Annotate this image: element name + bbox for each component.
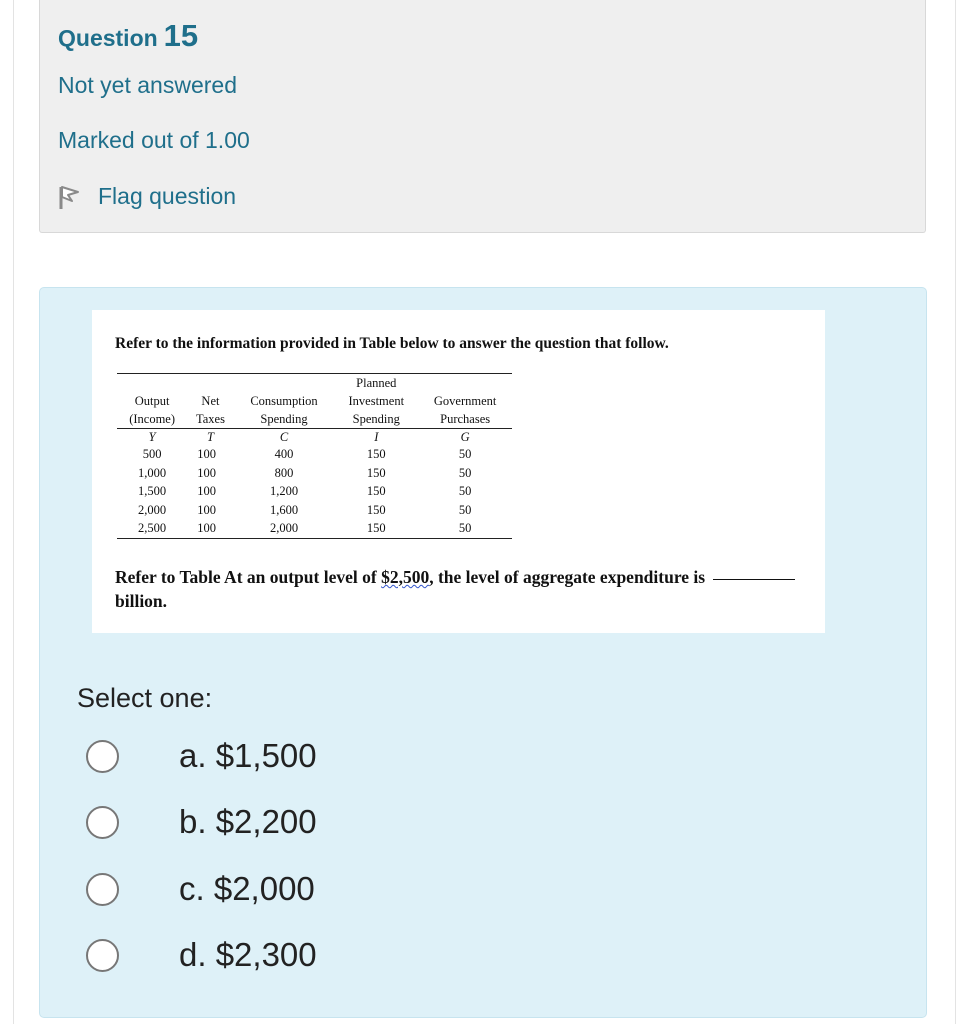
table-header-cell: Consumption [250, 394, 318, 408]
table-header-cell [234, 374, 335, 392]
question-intro: Refer to the information provided in Table below to answer the question that follow. [115, 335, 669, 352]
table-header-cell [117, 374, 187, 392]
table-header-cell: Output [134, 394, 170, 408]
table-cell: 50 [458, 502, 472, 517]
question-number-heading [58, 18, 198, 54]
prompt-text-middle: , the level of aggregate expenditure is [429, 567, 706, 587]
radio-button[interactable] [86, 939, 119, 972]
table-header-cell: Investment [348, 394, 405, 408]
table-header-cell: Purchases [418, 410, 512, 429]
table-cell: 150 [366, 447, 386, 461]
question-text-image [92, 310, 825, 633]
table-header-cell [418, 374, 512, 392]
table-cell: 50 [458, 447, 472, 461]
answer-option-d[interactable] [86, 936, 317, 974]
page-border-right [955, 0, 956, 1024]
table-cell: 100 [197, 484, 216, 498]
table-header-cell: Government [433, 394, 497, 408]
table-cell: 150 [366, 484, 386, 498]
table-cell: 1,600 [269, 502, 299, 517]
table-header-cell: Taxes [187, 410, 233, 429]
prompt-amount: $2,500 [381, 567, 430, 587]
table-cell: 100 [197, 465, 216, 480]
flag-question-button[interactable] [58, 183, 236, 210]
table-row [117, 482, 512, 501]
table-header-cell: Planned [356, 376, 397, 390]
table-cell: 100 [197, 447, 216, 461]
radio-button[interactable] [86, 806, 119, 839]
prompt-text-end: billion. [115, 591, 168, 611]
question-number: 15 [163, 18, 199, 53]
table-cell: 50 [418, 519, 512, 538]
prompt-text-start: Refer to Table At an output level of [115, 567, 382, 587]
answer-option-label[interactable]: b. $2,200 [179, 803, 317, 840]
question-content-panel [39, 287, 927, 1018]
table-cell: 150 [334, 519, 418, 538]
answer-blank [713, 579, 795, 580]
table-cell: 1,000 [138, 465, 167, 480]
table-cell: 150 [366, 465, 386, 480]
flag-question-label: Flag question [98, 183, 237, 209]
table-symbol-cell: I [374, 430, 379, 444]
radio-button[interactable] [86, 873, 119, 906]
table-cell: 2,000 [138, 502, 167, 517]
table-symbol-cell: Y [148, 430, 156, 444]
radio-button[interactable] [86, 740, 119, 773]
question-marks: Marked out of 1.00 [58, 127, 250, 153]
table-header-cell: Net [201, 394, 220, 408]
question-word: Question [58, 25, 158, 51]
table-cell: 100 [187, 519, 233, 538]
table-cell: 50 [458, 465, 472, 480]
page-border-left [13, 0, 14, 1024]
answer-option-c[interactable] [86, 870, 315, 908]
table-cell: 100 [197, 502, 216, 517]
table-symbol-cell: T [206, 430, 214, 444]
table-cell: 400 [274, 447, 294, 461]
table-header-cell: Spending [334, 410, 418, 429]
table-symbol-cell: G [460, 430, 470, 444]
question-prompt [115, 565, 815, 613]
flag-icon [58, 184, 82, 210]
answer-option-b[interactable] [86, 803, 317, 841]
table-header-cell: (Income) [117, 410, 187, 429]
table-cell: 500 [142, 447, 162, 461]
question-status: Not yet answered [58, 72, 237, 98]
question-info-panel [39, 0, 926, 233]
table-symbol-cell: C [279, 430, 289, 444]
table-cell: 1,200 [269, 484, 299, 498]
table-row [117, 445, 512, 464]
table-row [117, 519, 512, 538]
answer-option-label[interactable]: d. $2,300 [179, 936, 317, 973]
table-cell: 2,000 [234, 519, 335, 538]
table-cell: 2,500 [117, 519, 187, 538]
answer-option-a[interactable] [86, 737, 317, 775]
table-row [117, 464, 512, 483]
table-cell: 150 [366, 502, 386, 517]
table-cell: 1,500 [138, 484, 167, 498]
table-header-cell: Spending [234, 410, 335, 429]
table-cell: 800 [274, 465, 294, 480]
table-header-cell [187, 374, 233, 392]
table-cell: 50 [458, 484, 472, 498]
answer-option-label[interactable]: c. $2,000 [179, 870, 315, 907]
select-one-label: Select one: [77, 683, 213, 713]
economy-data-table [117, 373, 512, 539]
answer-option-label[interactable]: a. $1,500 [179, 737, 317, 774]
table-row [117, 501, 512, 520]
